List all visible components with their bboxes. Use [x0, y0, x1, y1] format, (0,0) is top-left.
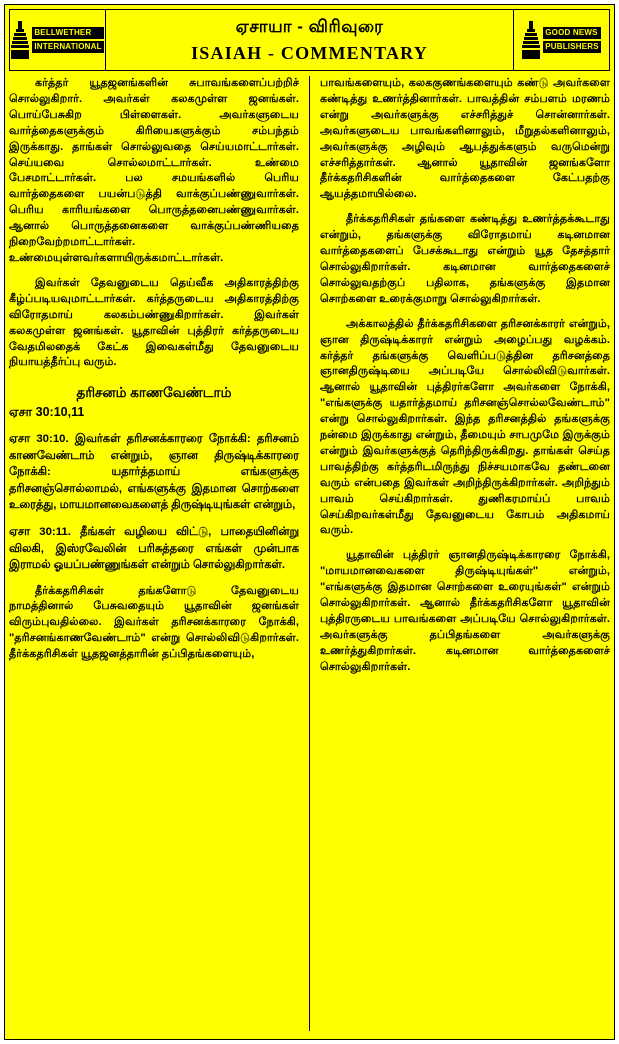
paragraph: யூதாவின் புத்திரர் ஞானதிருஷ்டிக்காரரை நோக்கி, "மாயமானவைகளை திருஷ்டியுங்கள்" என்றும், "எங்களுக்கு இதமான சொற்களை உரையுங்கள்" என்றும் சொல்லுகிறார்கள். ஆனால் தீர்க்கதரிசிகளோ யூதாவின் புத்திரருடைய பாவங்களை அப்படியே சொல்லுகிறார்கள். அவர்களுக்கு தப்பிதங்களை அவர்களுக்கு உணர்த்துகிறார்கள். கடினமான வார்த்தைகளைச் சொல்லுகிறார்கள்.	[319, 549, 610, 673]
tower-icon	[522, 21, 540, 59]
right-column	[320, 76, 610, 1031]
paragraph: அக்காலத்தில் தீர்க்கதரிசிகளை தரிசனக்காரர் என்றும், ஞான திருஷ்டிக்காரர் என்றும் அழைப்பது வழக்கம். கர்த்தர் தங்களுக்கு வெளிப்படுத்தின தரிசனத்தை ஞானதிருஷ்டியை அப்படியே சொல்லிவிடுவார்கள். ஆனால் யூதாவின் புத்திரர்களோ அவர்களை நோக்கி, "எங்களுக்கு யதார்த்தமாய் தரிசனஞ்சொல்லவேண்டாம்" என்று சொல்லுகிறார்கள். இந்த தரிசனத்தில் தங்களுக்கு நன்மை இருக்காது என்றும், தீமையும் சாபமுமே இருக்கும் என்றும் இவர்களுக்குத் தெரிந்திருக்கிறது. தாங்கள் செய்த பாவத்திற்கு கர்த்தரிடமிருந்து நிச்சயமாகவே தண்டனை வரும் என்பதை இவர்கள் அறிந்திருக்கிறார்கள். அறிந்தும் பாவம் செய்கிறார்கள். துணிகரமாய்ப் பாவம் செய்கிறவர்கள்மீது தேவனுடைய கோபம் அதிகமாய் வரும்.	[319, 317, 610, 537]
verse-text: ஏசா 30:11. தீங்கள் வழியை விட்டு, பாதையினின்று விலகி, இஸ்ரவேலின் பரிசுத்தரை எங்கள் முன்பாக இராமல் ஓயப்பண்ணுங்கள் என்றும் சொல்லுகிறார்கள்.	[9, 525, 299, 572]
paragraph: தீர்க்கதரிசிகள் தங்களோடு தேவனுடைய நாமத்தினால் பேசுவதையும் யூதாவின் ஜனங்கள் விரும்புவதில்லை. இவர்கள் தரிசனக்காரரை நோக்கி, "தரிசனங்காணவேண்டாம்" என்று சொல்லிவிடுகிறார்கள். தீர்க்கதரிசிகள் யூதஜனத்தாரின் தப்பிதங்களையும்,	[9, 584, 299, 661]
tower-icon	[11, 21, 29, 59]
bellwether-logo-line2: INTERNATIONAL	[34, 42, 102, 51]
page-header	[9, 9, 610, 71]
paragraph: கர்த்தர் யூதஜனங்களின் சுபாவங்களைப்பற்றிச் சொல்லுகிறார். அவர்கள் கலகமுள்ள ஜனங்கள். பொய்பேசுகிற பிள்ளைகள். அவர்களுடைய வார்த்தைகளுக்கும் கிரியைகளுக்கும் சம்பந்தம் இருக்காது. தாங்கள் சொல்லுவதை செய்யமாட்டார்கள். செய்யவை சொல்லமாட்டார்கள். உண்மை பேசமாட்டார்கள். பல சமயங்களில் பெரிய வார்த்தைகளை பயன்படுத்தி வாக்குப்பண்ணுவார்கள். பெரிய காரியங்களை பொருத்தனைபண்ணுவார்கள். ஆனால் பொருத்தனைகளை வாக்குப்பண்ணியதை நிறைவேற்றமாட்டார்கள். உண்மையுள்ளவர்களாயிருக்கமாட்டார்கள்.	[9, 77, 299, 264]
section-heading: தரிசனம் காணவேண்டாம்	[76, 385, 232, 401]
title-tamil: ஏசாயா - விரிவுரை	[235, 16, 384, 36]
scripture-reference: ஏசா 30:10,11	[9, 405, 85, 420]
bellwether-international-logo	[10, 10, 106, 70]
column-divider	[309, 76, 310, 1031]
good-news-logo-line1: GOOD NEWS	[543, 27, 601, 39]
good-news-publishers-logo	[513, 10, 609, 70]
bellwether-logo-line1: BELLWETHER	[32, 27, 103, 39]
commentary-body	[9, 76, 610, 1031]
title-english: ISAIAH - COMMENTARY	[191, 42, 428, 63]
paragraph: தீர்க்கதரிசிகள் தங்களை கண்டித்து உணர்த்தக்கூடாது என்றும், தங்களுக்கு விரோதமாய் கடினமான வார்த்தைகளைப் பேசக்கூடாது என்றும் யூத தேசத்தார் சொல்லுகிறார்கள். கடினமான வார்த்தைகளைச் சொல்லுவதற்குப் பதிலாக, தங்களுக்கு இதமான சொற்களை உரைக்குமாறு சொல்லுகிறார்கள்.	[319, 213, 610, 305]
verse-text: ஏசா 30:10. இவர்கள் தரிசனக்காரரை நோக்கி: தரிசனம் காணவேண்டாம் என்றும், ஞான திருஷ்டிக்காரரை நோக்கி: யதார்த்தமாய் எங்களுக்கு தரிசனஞ்சொல்லாமல், எங்களுக்கு இதமான சொற்களை உரைத்து, மாயமானவைகளைத் திருஷ்டியுங்கள் என்றும்,	[9, 433, 299, 512]
paragraph: இவர்கள் தேவனுடைய தெய்வீக அதிகாரத்திற்கு கீழ்ப்படியவுமாட்டார்கள். கர்த்தருடைய அதிகாரத்திற்கு விரோதமாய் கலகம்பண்ணுகிறார்கள். இவர்கள் கலகமுள்ள ஜனங்கள். யூதாவின் புத்திரர் கர்த்தருடைய வேதமிலதைக் கேட்க இவைகள்மீது தேவனுடைய நியாயத்தீர்ப்பு வரும்.	[9, 276, 299, 369]
good-news-logo-line2: PUBLISHERS	[545, 42, 599, 51]
page-title	[106, 10, 513, 70]
paragraph: பாவங்களையும், கலககுணங்களையும் கண்டு அவர்களை கண்டித்து உணர்த்தினார்கள். பாவத்தின் சம்பளம் மரணம் என்று அவர்களுக்கு எச்சரித்துச் சொன்னார்கள். அவர்களுடைய பாவங்களினாலும், மீறுதல்களினாலும், அவர்களுக்கு அழிவும் ஆபத்துக்களும் வருமென்று எச்சரித்தார்கள். ஆனால் யூதாவின் ஜனங்களோ தீர்க்கதரிசிகளின் வார்த்தைகளை கேட்பதற்கு ஆயத்தமாயில்லை.	[319, 77, 610, 201]
commentary-sheet	[4, 4, 615, 1040]
left-column	[9, 76, 299, 1031]
